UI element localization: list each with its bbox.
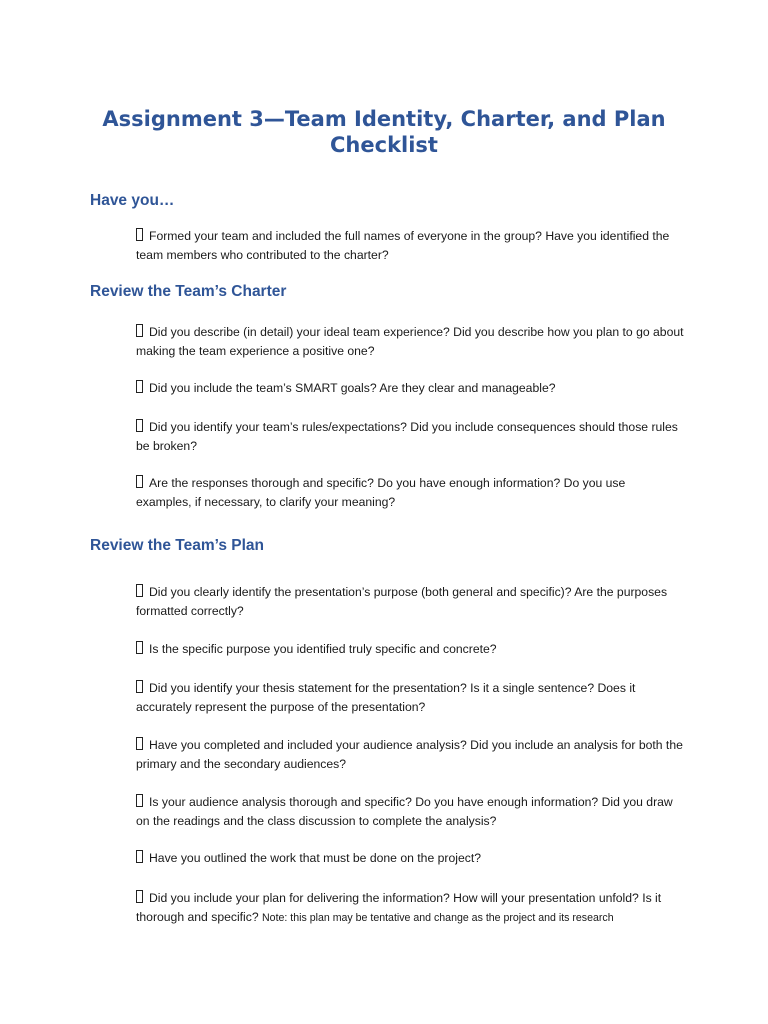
checklist-item bbox=[136, 418, 684, 455]
checkbox-icon bbox=[136, 680, 143, 693]
checklist-item-text: Did you describe (in detail) your ideal team experience? Did you describe how you plan to go about making the team experience a positive one? bbox=[136, 325, 684, 358]
section-heading-have-you: Have you… bbox=[90, 192, 175, 209]
checklist-item bbox=[136, 379, 684, 398]
checklist-item-text: Is the specific purpose you identified truly specific and concrete? bbox=[149, 642, 497, 656]
checkbox-icon bbox=[136, 419, 143, 432]
checkbox-icon bbox=[136, 850, 143, 863]
checkbox-icon bbox=[136, 641, 143, 654]
section-heading-plan: Review the Team’s Plan bbox=[90, 537, 265, 554]
section-heading-charter: Review the Team’s Charter bbox=[90, 283, 287, 300]
checklist-item-text: Did you identify your thesis statement for the presentation? Is it a single sentence? Does it accurately represent the purpose of the presentation? bbox=[136, 681, 636, 714]
document-title: Assignment 3—Team Identity, Charter, and Plan Checklist bbox=[102, 107, 666, 157]
checkbox-icon bbox=[136, 228, 143, 241]
checklist-item bbox=[136, 583, 684, 620]
checklist-item-text: Have you completed and included your audience analysis? Did you include an analysis for both the primary and the secondary audiences? bbox=[136, 738, 683, 771]
checklist-item-note: Note: this plan may be tentative and change as the project and its research bbox=[262, 911, 614, 924]
checklist-item-text: Did you include your plan for delivering the information? How will your presentation unfold? Is it thorough and specific? bbox=[136, 891, 662, 924]
checklist-item bbox=[136, 323, 684, 360]
checklist-item-text: Are the responses thorough and specific? Do you have enough information? Do you use examples, if necessary, to clarify your meaning? bbox=[136, 476, 626, 509]
checkbox-icon bbox=[136, 475, 143, 488]
checklist-item-text: Is your audience analysis thorough and specific? Do you have enough information? Did you draw on the readings and the class discussion to complete the analysis? bbox=[136, 795, 673, 828]
checklist-item bbox=[136, 793, 684, 830]
checkbox-icon bbox=[136, 584, 143, 597]
checklist-item bbox=[136, 679, 684, 716]
checklist-item bbox=[136, 736, 684, 773]
checkbox-icon bbox=[136, 890, 143, 903]
checkbox-icon bbox=[136, 737, 143, 750]
checklist-item bbox=[136, 474, 684, 511]
checkbox-icon bbox=[136, 380, 143, 393]
checklist-item bbox=[136, 849, 684, 868]
checklist-item-text: Have you outlined the work that must be done on the project? bbox=[149, 851, 481, 865]
checklist-item-text: Did you include the team’s SMART goals? Are they clear and manageable? bbox=[149, 381, 556, 395]
checklist-item-text: Did you clearly identify the presentation’s purpose (both general and specific)? Are the purposes formatted correctly? bbox=[136, 585, 668, 618]
checkbox-icon bbox=[136, 324, 143, 337]
checklist-item bbox=[136, 640, 684, 659]
checkbox-icon bbox=[136, 794, 143, 807]
checklist-item bbox=[136, 227, 684, 264]
checklist-item bbox=[136, 889, 684, 927]
checklist-item-text: Formed your team and included the full names of everyone in the group? Have you identified the team members who contributed to the charter? bbox=[136, 229, 670, 262]
checklist-item-text: Did you identify your team’s rules/expectations? Did you include consequences should those rules be broken? bbox=[136, 420, 678, 453]
